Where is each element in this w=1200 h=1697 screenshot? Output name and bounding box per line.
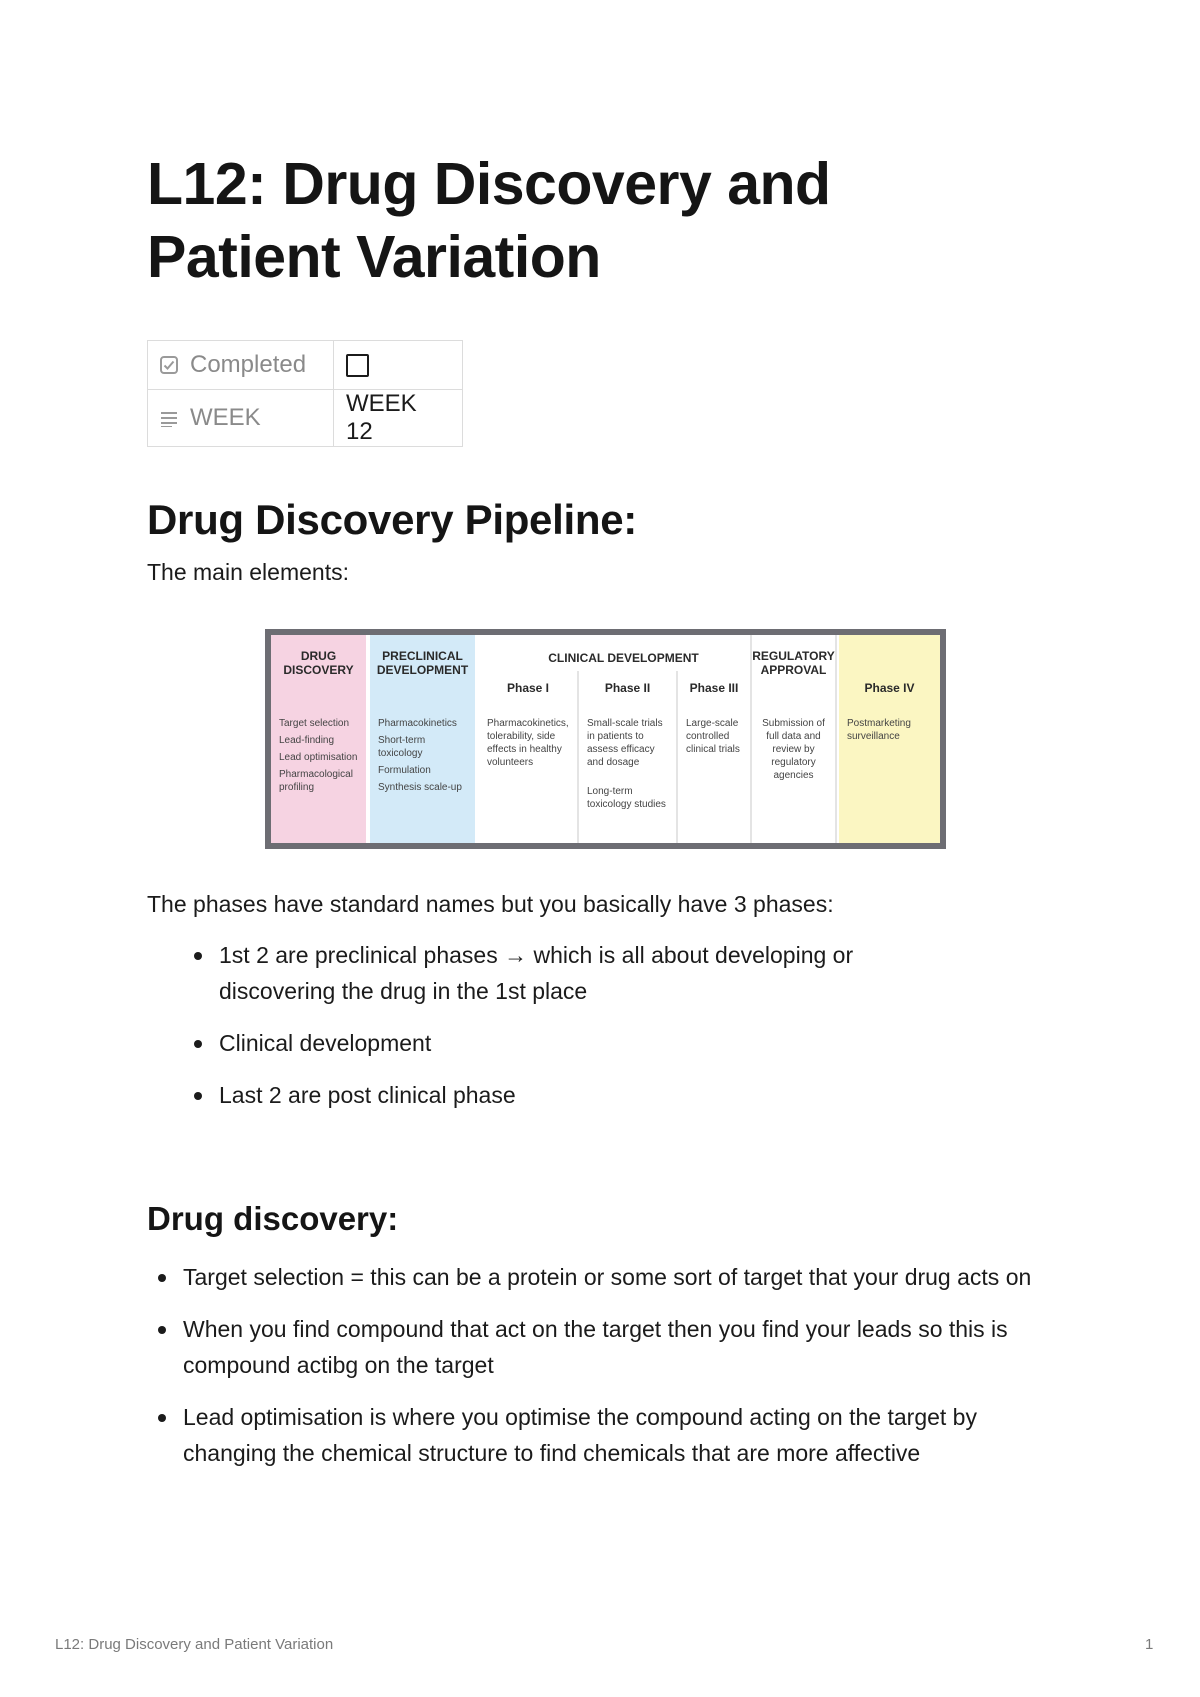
page-title: L12: Drug Discovery and Patient Variation bbox=[147, 151, 831, 290]
figure-item: Target selection bbox=[279, 718, 350, 729]
property-value-week: WEEK 12 bbox=[334, 390, 463, 447]
text-property-icon bbox=[160, 409, 178, 427]
figure-col-phase2 bbox=[579, 635, 676, 843]
figure-col-title: Phase IV bbox=[864, 681, 915, 695]
figure-item: Synthesis scale-up bbox=[378, 782, 462, 793]
figure-col-drug-discovery bbox=[271, 635, 366, 843]
figure-col-regulatory bbox=[752, 635, 835, 843]
list-item: When you find compound that act on the target then you find your leads so this is compound actibg on the target bbox=[155, 1311, 1055, 1383]
figure-item: Short-term toxicology bbox=[378, 735, 426, 759]
list-item: 1st 2 are preclinical phases → which is all about developing or discovering the drug in the 1st place bbox=[191, 937, 951, 1009]
figure-item: Small-scale trials in patients to assess efficacy and dosage bbox=[587, 718, 663, 768]
property-row-completed bbox=[148, 341, 463, 390]
section-heading-drug-discovery: Drug discovery: bbox=[147, 1200, 399, 1237]
list-item: Clinical development bbox=[191, 1025, 951, 1061]
figure-item: Postmarketing surveillance bbox=[847, 718, 911, 742]
property-key-completed: Completed bbox=[190, 351, 307, 378]
figure-item: Pharmacokinetics, tolerability, side effects in healthy volunteers bbox=[487, 718, 569, 768]
figure-item: Long-term toxicology studies bbox=[587, 786, 666, 810]
figure-clinical-title: CLINICAL DEVELOPMENT bbox=[548, 651, 699, 665]
checkbox-property-icon bbox=[160, 356, 178, 374]
figure-item: Lead optimisation bbox=[279, 752, 358, 763]
footer-title: L12: Drug Discovery and Patient Variation bbox=[55, 1636, 334, 1653]
figure-col-title: REGULATORY APPROVAL bbox=[752, 649, 835, 677]
figure-item: Large-scale controlled clinical trials bbox=[686, 718, 740, 755]
drug-discovery-list bbox=[155, 1259, 1055, 1487]
property-key-week: WEEK bbox=[190, 404, 261, 431]
figure-col-phase4 bbox=[839, 635, 940, 843]
figure-col-preclinical bbox=[370, 635, 475, 843]
figure-col-title: DRUG DISCOVERY bbox=[283, 649, 354, 677]
figure-col-title: PRECLINICAL DEVELOPMENT bbox=[376, 649, 469, 677]
list-item: Lead optimisation is where you optimise the compound acting on the target by changing the chemical structure to find chemicals that are more affective bbox=[155, 1399, 1055, 1471]
phases-list bbox=[191, 937, 951, 1129]
completed-checkbox[interactable] bbox=[346, 354, 369, 377]
list-item: Target selection = this can be a protein or some sort of target that your drug acts on bbox=[155, 1259, 1055, 1295]
figure-col-phase1 bbox=[479, 635, 577, 843]
figure-item: Lead-finding bbox=[279, 735, 335, 746]
section-heading-pipeline: Drug Discovery Pipeline: bbox=[147, 496, 637, 543]
phases-paragraph: The phases have standard names but you basically have 3 phases: bbox=[147, 891, 834, 917]
page-number: 1 bbox=[1145, 1636, 1154, 1653]
properties-table bbox=[147, 340, 463, 447]
property-row-week bbox=[148, 390, 463, 447]
pipeline-intro: The main elements: bbox=[147, 559, 349, 585]
figure-col-title: Phase I bbox=[506, 681, 550, 695]
figure-item: Pharmacological profiling bbox=[279, 769, 353, 793]
pipeline-figure bbox=[265, 629, 946, 849]
figure-item: Formulation bbox=[378, 765, 431, 776]
figure-item: Submission of full data and review by regulatory agencies bbox=[762, 718, 825, 781]
list-item: Last 2 are post clinical phase bbox=[191, 1077, 951, 1113]
figure-col-title: Phase III bbox=[689, 681, 739, 695]
figure-col-phase3 bbox=[678, 635, 750, 843]
figure-col-title: Phase II bbox=[604, 681, 651, 695]
figure-item: Pharmacokinetics bbox=[378, 718, 457, 729]
